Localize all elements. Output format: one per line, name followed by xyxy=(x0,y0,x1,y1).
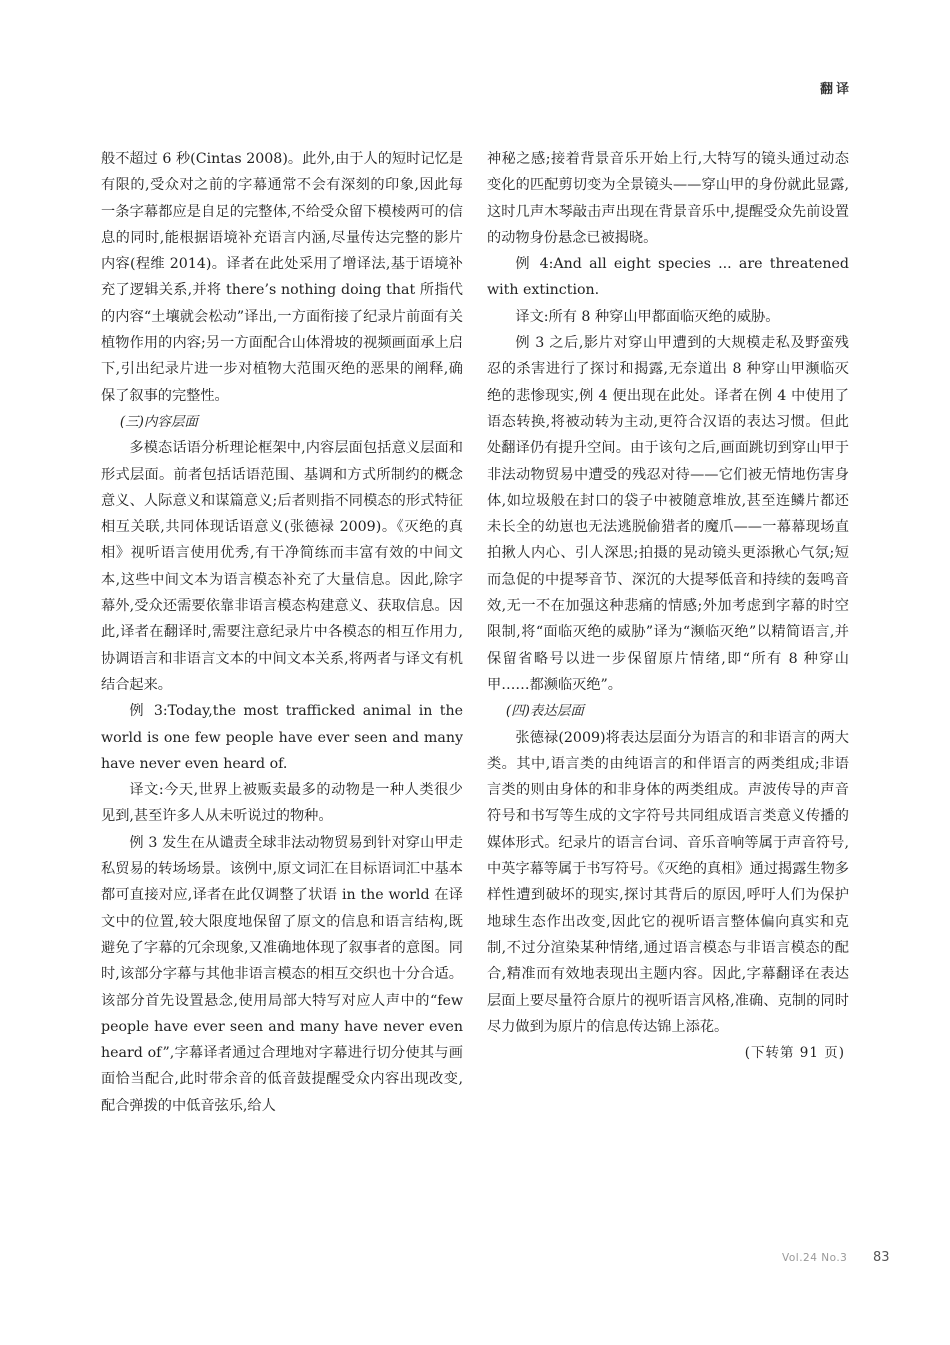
example-source: 例 3:Today,the most trafficked animal in the world is one few people have ever seen and many have never even heard of. xyxy=(101,703,463,772)
paragraph: 张德禄(2009)将表达层面分为语言的和非语言的两大类。其中,语言类的由纯语言的和伴语言的两类组成;非语言类的则由身体的和非身体的两类组成。声波传导的声音符号和书写等生成的文字符号共同组成语言类意义传播的媒体形式。纪录片的语言台词、音乐音响等属于声音符号,中英字幕等属于书写符号。《灭绝的真相》通过揭露生物多样性遭到破坏的现实,探讨其背后的原因,呼吁人们为保护地球生态作出改变,因此它的视听语言整体偏向真实和克制,不过分渲染某种情绪,通过语言模态与非语言模态的配合,精准而有效地表现出主题内容。因此,字幕翻译在表达层面上要尽量符合原片的视听语言风格,准确、克制的同时尽力做到为原片的信息传达锦上添花。 xyxy=(487,729,849,1035)
example-translation: 译文:今天,世界上被贩卖最多的动物是一种人类很少见到,甚至许多人从未听说过的物种。 xyxy=(101,782,463,825)
volume-label: Vol.24 No.3 xyxy=(782,1252,848,1264)
paragraph: 例 3 发生在从谴责全球非法动物贸易到针对穿山甲走私贸易的转场场景。该例中,原文词汇在目标语词汇中基本都可直接对应,译者在此仅调整了状语 in the world 在译文中的位置,较大限度地保留了原文的信息和语言结构,既避免了字幕的冗余现象,又准确地体现了叙事者的意图。同时,该部分字幕与其他非语言模态的相互交织也十分合适。该部分首先设置悬念,使用局部大特写对应人声中的“few people have ever seen and many have never even heard of”,字幕译者通过合理地对字幕进行切分使其与画面恰当配合,此时带余音的低音鼓提醒受众内容出现改变,配合弹拨的中低音弦乐,给人 xyxy=(101,834,463,1114)
section-heading: (四)表达层面 xyxy=(505,703,584,720)
right-column xyxy=(487,146,849,1066)
paragraph: 般不超过 6 秒(Cintas 2008)。此外,由于人的短时记忆是有限的,受众对之前的字幕通常不会有深刻的印象,因此每一条字幕都应是自足的完整体,不给受众留下模棱两可的信息的同时,能根据语境补充语言内涵,尽量传达完整的影片内容(程维 2014)。译者在此处采用了增译法,基于语境补充了逻辑关系,并将 there’s nothing doing that 所指代的内容“土壤就会松动”译出,一方面衔接了纪录片前面有关植物作用的内容;另一方面配合山体滑坡的视频画面承上启下,引出纪录片进一步对植物大范围灭绝的恶果的阐释,确保了叙事的完整性。 xyxy=(101,151,463,404)
paragraph: 神秘之感;接着背景音乐开始上行,大特写的镜头通过动态变化的匹配剪切变为全景镜头——穿山甲的身份就此显露,这时几声木琴敲击声出现在背景音乐中,提醒受众先前设置的动物身份悬念已被揭晓。 xyxy=(487,151,849,246)
left-column xyxy=(101,146,463,1119)
running-header: 翻译 xyxy=(819,82,852,97)
example-source: 例 4:And all eight species ... are threatened with extinction. xyxy=(487,256,849,299)
paragraph: 多模态话语分析理论框架中,内容层面包括意义层面和形式层面。前者包括话语范围、基调和方式所制约的概念意义、人际意义和谋篇意义;后者则指不同模态的形式特征相互关联,共同体现话语意义(张德禄 2009)。《灭绝的真相》视听语言使用优秀,有干净简练而丰富有效的中间文本,这些中间文本为语言模态补充了大量信息。因此,除字幕外,受众还需要依靠非语言模态构建意义、获取信息。因此,译者在翻译时,需要注意纪录片中各模态的相互作用力,协调语言和非语言文本的中间文本关系,将两者与译文有机结合起来。 xyxy=(101,440,463,693)
paragraph: 例 3 之后,影片对穿山甲遭到的大规模走私及野蛮残忍的杀害进行了探讨和揭露,无奈道出 8 种穿山甲濒临灭绝的悲惨现实,例 4 便出现在此处。译者在例 4 中使用了语态转换,将被动转为主动,更符合汉语的表达习惯。但此处翻译仍有提升空间。由于该句之后,画面跳切到穿山甲于非法动物贸易中遭受的残忍对待——它们被无情地伤害身体,如垃圾般在封口的袋子中被随意堆放,甚至连鳞片都还未长全的幼崽也无法逃脱偷猎者的魔爪——一幕幕现场直拍揪人内心、引人深思;拍摄的晃动镜头更添揪心气氛;短而急促的中提琴音节、深沉的大提琴低音和持续的轰鸣音效,无一不在加强这种悲痛的情感;外加考虑到字幕的时空限制,将“面临灭绝的威胁”译为“濒临灭绝”以精简语言,并保留省略号以进一步保留原片情绪,即“所有 8 种穿山甲……都濒临灭绝”。 xyxy=(487,335,849,693)
section-heading: (三)内容层面 xyxy=(119,413,198,430)
continued-note: (下转第 91 页) xyxy=(744,1045,845,1062)
page-number: 83 xyxy=(873,1250,890,1265)
example-translation: 译文:所有 8 种穿山甲都面临灭绝的威胁。 xyxy=(515,308,780,325)
